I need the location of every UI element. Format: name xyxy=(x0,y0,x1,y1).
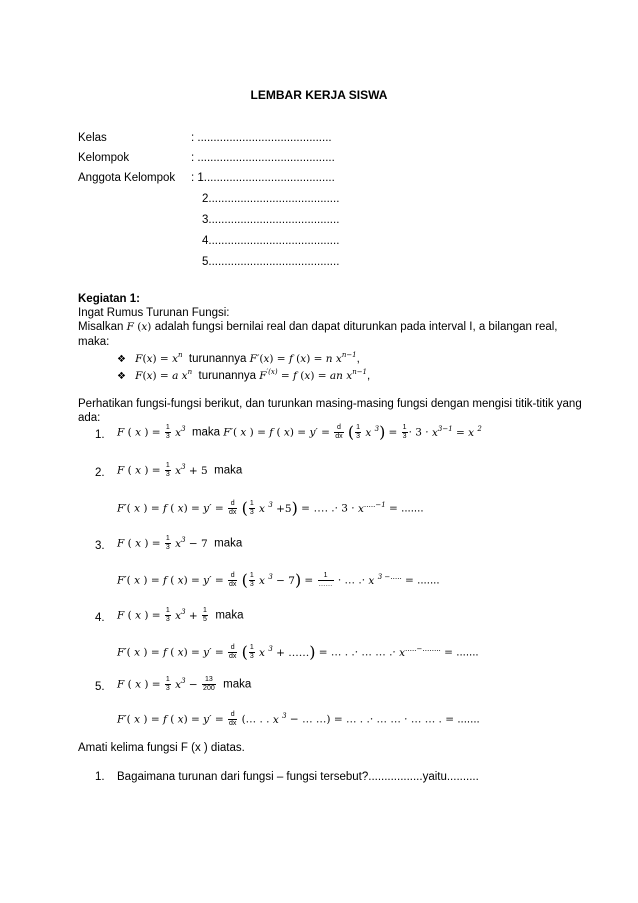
item-1-maka: maka xyxy=(191,426,221,439)
item-4-function: F ( x ) = $\frac{1}{3}$ $x^3$ + $\frac{1}{5}$ maka xyxy=(117,607,244,623)
instruction-line-1: Perhatikan fungsi-fungsi berikut, dan turunkan masing-masing fungsi dengan mengisi titik-titik yang xyxy=(78,398,582,410)
kelompok-field: : ........................................... xyxy=(191,152,335,164)
anggota-line-4: 4......................................... xyxy=(202,235,340,247)
anggota-line-3: 3......................................... xyxy=(202,214,340,226)
item-4-number: 4. xyxy=(95,612,105,624)
item-3-derivative: F′( x ) = f ( x) = y′ = $\frac{d}{dx}$ ( $\frac{1}{3}$ x $^3$ − 7) = $\frac{1}{\dots\dots}$ · … .· x $^{3 -\dots..}$ = ....... xyxy=(117,570,440,590)
diamond-bullet-icon: ❖ xyxy=(117,371,126,382)
anggota-label: Anggota Kelompok xyxy=(78,172,176,184)
item-5-number: 5. xyxy=(95,681,105,693)
item-2-number: 2. xyxy=(95,467,105,479)
observe-text: Amati kelima fungsi F (x ) diatas. xyxy=(78,742,245,754)
item-3-function: F ( x ) = $\frac{1}{3}$ $x^3 - 7$ maka xyxy=(117,535,243,551)
maka-label: maka: xyxy=(78,336,110,348)
kelompok-label: Kelompok xyxy=(78,152,130,164)
item-2-function: F ( x ) = $\frac{1}{3}$ $x^3 + 5$ maka xyxy=(117,462,243,478)
item-5-derivative: F′( x ) = f ( x) = y′ = $\frac{d}{dx}$ (… . . x $^3$ − … …) = … . .· … … · … … . = ....... xyxy=(117,711,480,727)
anggota-line-1: : 1......................................... xyxy=(191,172,335,184)
blank-field: …. xyxy=(313,502,328,515)
item-1-number: 1. xyxy=(95,429,105,441)
item-5-function: F ( x ) = $\frac{1}{3}$ $x^3$ − $\frac{13}{200}$ maka xyxy=(117,676,252,692)
item-4-maka: maka xyxy=(215,609,244,622)
item-3-number: 3. xyxy=(95,540,105,552)
item-3-maka: maka xyxy=(214,537,243,550)
answer-blank: ....... xyxy=(456,646,479,659)
item-5-maka: maka xyxy=(223,678,252,691)
instruction-line-2: ada: xyxy=(78,412,101,424)
rule-1: ❖ $F(x) = x^n$ turunannya F′(x) = f (x) = n $x^{n-1}$, xyxy=(117,351,360,365)
question-number: 1. xyxy=(95,771,105,783)
kelas-label: Kelas xyxy=(78,132,107,144)
answer-blank: ....... xyxy=(457,713,480,726)
kelas-field: : .......................................... xyxy=(191,132,332,144)
anggota-line-2: 2......................................... xyxy=(202,193,340,205)
item-2-maka: maka xyxy=(214,464,243,477)
question-text: Bagaimana turunan dari fungsi – fungsi tersebut?.................yaitu.......... xyxy=(117,771,479,783)
item-4-derivative: F′( x ) = f ( x) = y′ = $\frac{d}{dx}$ ( $\frac{1}{3}$ x $^3$ + ……) = … . .· … … .· x…..−…….. = ....... xyxy=(117,642,479,662)
rule-1-word: turunannya xyxy=(188,353,247,365)
answer-blank: ....... xyxy=(417,574,440,587)
anggota-line-5: 5......................................... xyxy=(202,256,340,268)
misalkan-line: Misalkan F (x) adalah fungsi bernilai real dan dapat diturunkan pada interval I, a bilangan real, xyxy=(78,321,558,333)
kegiatan-heading: Kegiatan 1: xyxy=(78,293,140,305)
rule-2: ❖ F(x) = a $x^n$ turunannya $F^{'(x)} = f$ (x) = an $x^{n-1}$, xyxy=(117,368,371,382)
page-title: LEMBAR KERJA SISWA xyxy=(250,88,388,102)
item-1-expression: F ( x ) = $\frac{1}{3}$ $x^3$ maka F′( x ) = f ( x) = y′ = $\frac{d}{dx}$ ( $\frac{1}{3}$ x $^3$) = $\frac{1}{3}$ · $3 \cdot x^{3-1} = x$ $^2$ xyxy=(117,422,482,442)
kegiatan-intro: Ingat Rumus Turunan Fungsi: xyxy=(78,307,230,319)
misalkan-text: adalah fungsi bernilai real dan dapat diturunkan pada interval I, a bilangan real, xyxy=(154,321,558,333)
diamond-bullet-icon: ❖ xyxy=(117,354,126,365)
rule-2-word: turunannya xyxy=(198,370,257,382)
item-2-derivative: F′( x ) = f ( x) = y′ = $\frac{d}{dx}$ ( $\frac{1}{3}$ x $^3$ +5) = …. .· $3 \cdot x^{\dots..-1}$ = ....... xyxy=(117,498,424,518)
misalkan-word: Misalkan xyxy=(78,321,124,333)
answer-blank: ....... xyxy=(401,502,424,515)
